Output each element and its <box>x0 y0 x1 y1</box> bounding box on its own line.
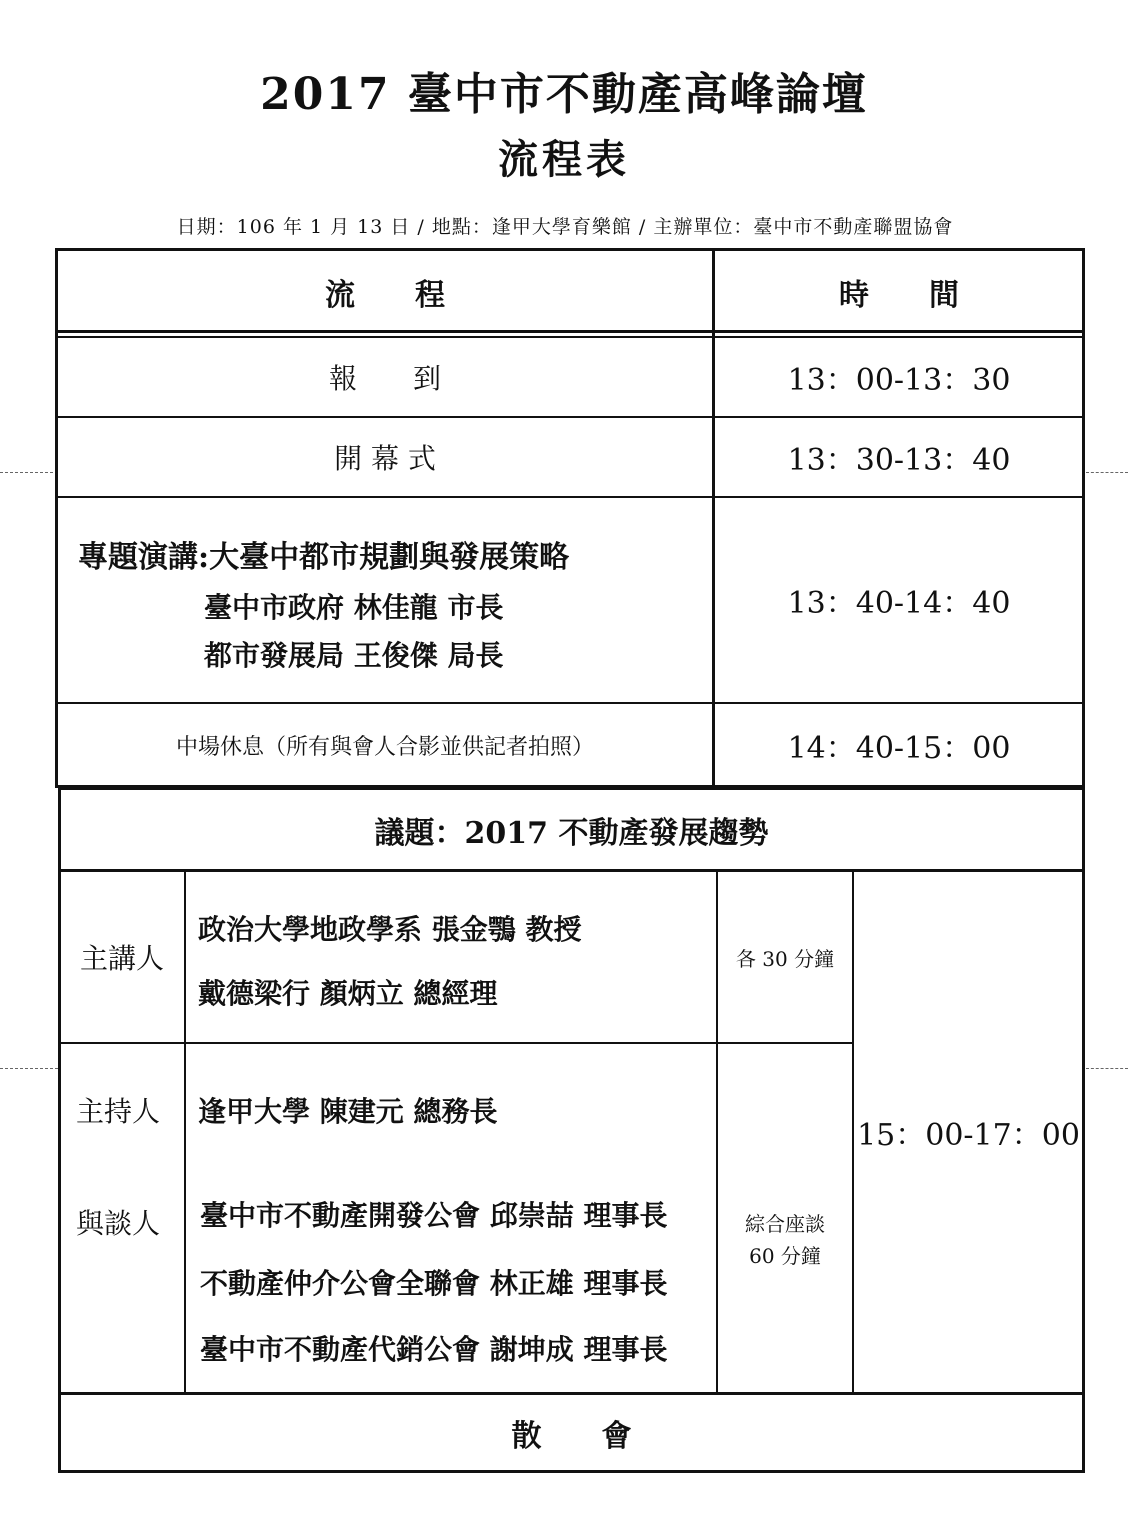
page-subtitle: 流程表 <box>498 136 630 183</box>
panelist-name: 臺中市不動產代銷公會 謝坤成 理事長 <box>200 1333 668 1366</box>
panel-duration: 綜合座談 <box>745 1212 825 1236</box>
event-info: 日期：106 年 1 月 13 日 / 地點：逢甲大學育樂館 / 主辦單位：臺中市不動產聯盟協會 <box>176 216 954 238</box>
panelists-label: 與談人 <box>76 1207 161 1240</box>
fold-mark <box>0 472 58 473</box>
speaker-name: 戴德梁行 顏炳立 總經理 <box>198 977 498 1010</box>
panelist-name: 不動產仲介公會全聯會 林正雄 理事長 <box>200 1267 668 1300</box>
panelist-name: 臺中市不動產開發公會 邱崇喆 理事長 <box>200 1199 668 1232</box>
page-title: 2017 臺中市不動產高峰論壇 <box>260 69 868 120</box>
topic-title: 議題：2017 不動產發展趨勢 <box>374 816 769 851</box>
speaker-name: 政治大學地政學系 張金鶚 教授 <box>198 913 582 946</box>
header-time: 時 間 <box>839 278 959 313</box>
program-opening: 開 幕 式 <box>334 442 436 475</box>
header-program: 流 程 <box>325 278 445 313</box>
keynote-speaker: 臺中市政府 林佳龍 市長 <box>204 591 504 624</box>
moderator-name: 逢甲大學 陳建元 總務長 <box>198 1095 498 1128</box>
fold-mark <box>1086 472 1128 473</box>
time-opening: 13：30-13：40 <box>787 443 1011 478</box>
keynote-speaker: 都市發展局 王俊傑 局長 <box>204 639 504 672</box>
program-registration: 報 到 <box>328 362 441 395</box>
speakers-duration: 各 30 分鐘 <box>735 946 835 971</box>
fold-mark <box>0 1068 58 1069</box>
time-break: 14：40-15：00 <box>787 731 1011 766</box>
panel-duration: 60 分鐘 <box>749 1244 821 1268</box>
fold-mark <box>1086 1068 1128 1069</box>
moderator-label: 主持人 <box>76 1095 161 1128</box>
closing: 散 會 <box>511 1419 632 1454</box>
keynote-title: 專題演講:大臺中都市規劃與發展策略 <box>78 540 570 575</box>
time-registration: 13：00-13：30 <box>787 363 1011 398</box>
speakers-label: 主講人 <box>79 942 164 975</box>
session-time: 15：00-17：00 <box>857 1118 1080 1153</box>
time-keynote: 13：40-14：40 <box>787 586 1011 621</box>
program-break: 中場休息（所有與會人合影並供記者拍照） <box>175 734 594 760</box>
